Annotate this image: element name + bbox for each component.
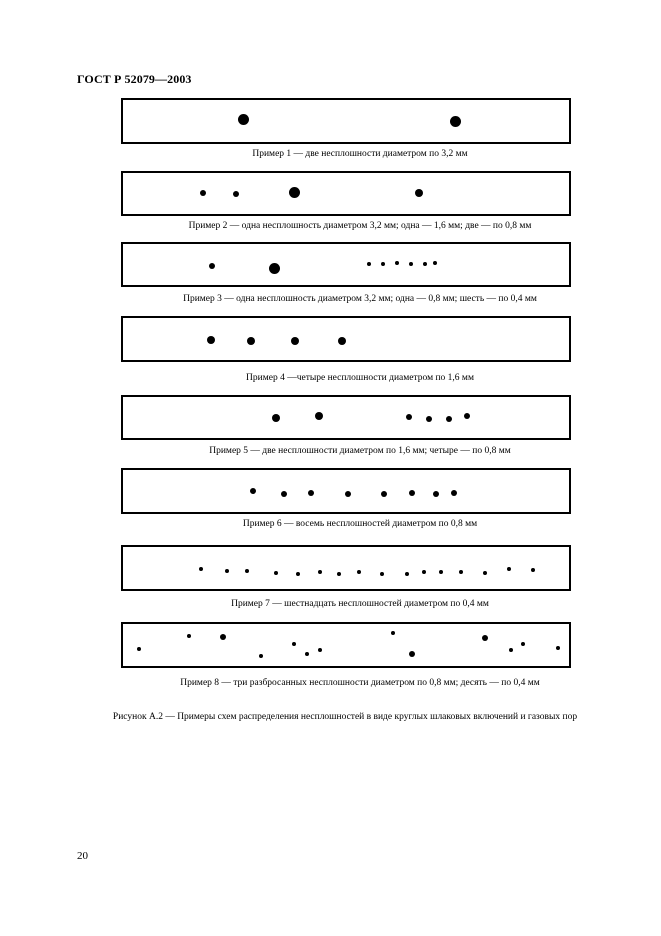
discontinuity-dot (281, 491, 287, 497)
discontinuity-dot (209, 263, 215, 269)
discontinuity-dot (450, 116, 461, 127)
discontinuity-dot (406, 414, 412, 420)
discontinuity-dot (521, 642, 525, 646)
discontinuity-dot (433, 261, 437, 265)
example-3-frame (121, 242, 571, 287)
discontinuity-dot (357, 570, 361, 574)
discontinuity-dot (381, 491, 387, 497)
discontinuity-dot (509, 648, 513, 652)
discontinuity-dot (272, 414, 280, 422)
example-8-caption: Пример 8 — три разбросанных несплошности диаметром по 0,8 мм; десять — по 0,4 мм (180, 678, 540, 688)
example-3-caption: Пример 3 — одна несплошность диаметром 3,2 мм; одна — 0,8 мм; шесть — по 0,4 мм (183, 294, 537, 304)
discontinuity-dot (415, 189, 423, 197)
discontinuity-dot (225, 569, 229, 573)
discontinuity-dot (409, 490, 415, 496)
discontinuity-dot (531, 568, 535, 572)
discontinuity-dot (187, 634, 191, 638)
discontinuity-dot (395, 261, 399, 265)
discontinuity-dot (296, 572, 300, 576)
discontinuity-dot (318, 648, 322, 652)
discontinuity-dot (507, 567, 511, 571)
discontinuity-dot (423, 262, 427, 266)
discontinuity-dot (220, 634, 226, 640)
discontinuity-dot (464, 413, 470, 419)
discontinuity-dot (367, 262, 371, 266)
discontinuity-dot (259, 654, 263, 658)
discontinuity-dot (291, 337, 299, 345)
discontinuity-dot (391, 631, 395, 635)
discontinuity-dot (381, 262, 385, 266)
example-6-caption: Пример 6 — восемь несплошностей диаметром по 0,8 мм (242, 519, 478, 529)
example-2-frame (121, 171, 571, 216)
discontinuity-dot (137, 647, 141, 651)
discontinuity-dot (289, 187, 300, 198)
discontinuity-dot (451, 490, 457, 496)
discontinuity-dot (446, 416, 452, 422)
discontinuity-dot (433, 491, 439, 497)
discontinuity-dot (199, 567, 203, 571)
discontinuity-dot (345, 491, 351, 497)
example-8-frame (121, 622, 571, 668)
discontinuity-dot (250, 488, 256, 494)
discontinuity-dot (483, 571, 487, 575)
discontinuity-dot (200, 190, 206, 196)
document-header: ГОСТ Р 52079—2003 (77, 72, 192, 86)
example-1-caption: Пример 1 — две несплошности диаметром по 3,2 мм (252, 149, 468, 159)
example-5-caption: Пример 5 — две несплошности диаметром по 1,6 мм; четыре — по 0,8 мм (209, 446, 511, 456)
discontinuity-dot (274, 571, 278, 575)
discontinuity-dot (422, 570, 426, 574)
discontinuity-dot (245, 569, 249, 573)
discontinuity-dot (233, 191, 239, 197)
discontinuity-dot (426, 416, 432, 422)
discontinuity-dot (556, 646, 560, 650)
example-6-frame (121, 468, 571, 514)
figure-caption: Рисунок А.2 — Примеры схем распределения несплошностей в виде круглых шлаковых включений и газовых пор (112, 712, 578, 722)
example-7-caption: Пример 7 — шестнадцать несплошностей диаметром по 0,4 мм (231, 599, 489, 609)
discontinuity-dot (439, 570, 443, 574)
discontinuity-dot (380, 572, 384, 576)
discontinuity-dot (238, 114, 249, 125)
discontinuity-dot (338, 337, 346, 345)
discontinuity-dot (482, 635, 488, 641)
discontinuity-dot (305, 652, 309, 656)
example-4-frame (121, 316, 571, 362)
discontinuity-dot (292, 642, 296, 646)
discontinuity-dot (409, 651, 415, 657)
discontinuity-dot (405, 572, 409, 576)
discontinuity-dot (409, 262, 413, 266)
example-7-frame (121, 545, 571, 591)
example-1-frame (121, 98, 571, 144)
discontinuity-dot (459, 570, 463, 574)
page-number: 20 (77, 850, 88, 862)
discontinuity-dot (318, 570, 322, 574)
example-4-caption: Пример 4 —четыре несплошности диаметром по 1,6 мм (246, 373, 474, 383)
discontinuity-dot (207, 336, 215, 344)
example-5-frame (121, 395, 571, 440)
discontinuity-dot (308, 490, 314, 496)
discontinuity-dot (315, 412, 323, 420)
example-2-caption: Пример 2 — одна несплошность диаметром 3,2 мм; одна — 1,6 мм; две — по 0,8 мм (188, 221, 532, 231)
discontinuity-dot (269, 263, 280, 274)
discontinuity-dot (337, 572, 341, 576)
discontinuity-dot (247, 337, 255, 345)
